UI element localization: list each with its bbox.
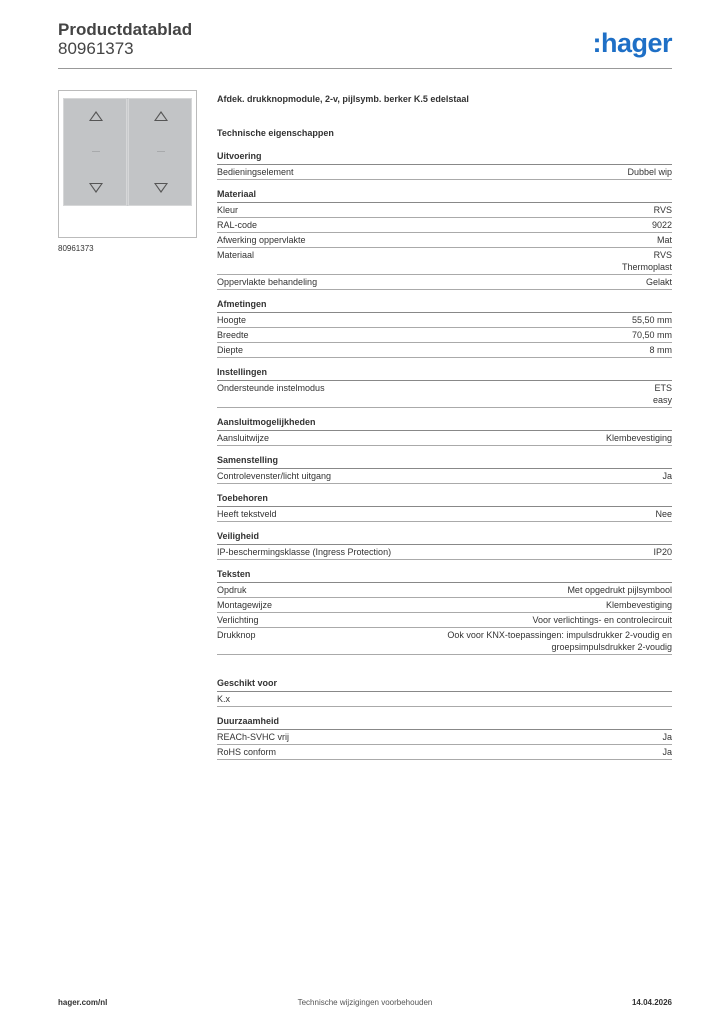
spec-label: Afwerking oppervlakte	[217, 235, 306, 245]
product-name: Afdek. drukknopmodule, 2-v, pijlsymb. berker K.5 edelstaal	[217, 94, 469, 104]
spec-sheet	[217, 94, 672, 760]
arrow-down-icon	[154, 183, 168, 193]
spec-row	[217, 248, 672, 275]
spec-row	[217, 507, 672, 522]
spec-label: RAL-code	[217, 220, 258, 230]
section-title: Veiligheid	[217, 531, 672, 545]
spec-label: K.x	[217, 694, 231, 704]
section-title: Aansluitmogelijkheden	[217, 417, 672, 431]
spec-row	[217, 628, 672, 655]
spec-value: RVS Thermoplast	[621, 250, 672, 272]
tech-heading: Technische eigenschappen	[217, 128, 334, 138]
spec-row	[217, 583, 672, 598]
section-title: Duurzaamheid	[217, 716, 672, 730]
spec-row	[217, 613, 672, 628]
spec-value: 55,50 mm	[631, 315, 672, 325]
spec-value: Klembevestiging	[605, 433, 672, 443]
spec-section	[217, 189, 672, 290]
spec-row	[217, 381, 672, 408]
spec-value: Ook voor KNX-toepassingen: impulsdrukker 2-voudig en groepsimpulsdrukker 2-voudig	[447, 630, 672, 652]
spec-section	[217, 151, 672, 180]
spec-value: Voor verlichtings- en controlecircuit	[532, 615, 672, 625]
spec-sections	[217, 151, 672, 760]
spec-value: Ja	[662, 471, 672, 481]
spec-label: Bedieningselement	[217, 167, 294, 177]
spec-section	[217, 531, 672, 560]
spec-section	[217, 417, 672, 446]
spec-label: IP-beschermingsklasse (Ingress Protection)	[217, 547, 392, 557]
arrow-up-icon	[154, 111, 168, 121]
led-indicator	[157, 151, 165, 152]
spec-section	[217, 455, 672, 484]
logo-text: hager	[600, 28, 672, 58]
page-header	[58, 20, 192, 58]
spec-value: Nee	[655, 509, 672, 519]
spec-value: 8 mm	[649, 345, 672, 355]
section-title: Teksten	[217, 569, 672, 583]
spec-label: Montagewijze	[217, 600, 273, 610]
spec-row	[217, 313, 672, 328]
spec-value: Ja	[662, 732, 672, 742]
led-indicator	[92, 151, 100, 152]
spec-row	[217, 233, 672, 248]
spec-label: Hoogte	[217, 315, 247, 325]
spec-value: IP20	[653, 547, 672, 557]
rocker-right	[128, 98, 192, 206]
product-image	[58, 90, 197, 238]
page-title: Productdatablad	[58, 20, 193, 39]
switch-plate	[63, 98, 192, 206]
spec-label: Diepte	[217, 345, 244, 355]
spec-row	[217, 203, 672, 218]
spec-value: RVS	[653, 205, 672, 215]
spec-row	[217, 730, 672, 745]
spec-label: REACh-SVHC vrij	[217, 732, 290, 742]
spec-value: Dubbel wip	[627, 167, 672, 177]
spec-label: Drukknop	[217, 630, 256, 640]
spec-section	[217, 367, 672, 408]
spec-value: 70,50 mm	[631, 330, 672, 340]
spec-row	[217, 328, 672, 343]
spec-row	[217, 745, 672, 760]
spec-value: Ja	[662, 747, 672, 757]
rocker-left	[63, 98, 127, 206]
spec-row	[217, 598, 672, 613]
spec-row	[217, 218, 672, 233]
spec-section	[217, 493, 672, 522]
spec-label: Ondersteunde instelmodus	[217, 383, 325, 393]
spec-label: Breedte	[217, 330, 249, 340]
spec-row	[217, 343, 672, 358]
section-title: Toebehoren	[217, 493, 672, 507]
section-title: Instellingen	[217, 367, 672, 381]
spec-value: Met opgedrukt pijlsymbool	[567, 585, 672, 595]
spec-label: Materiaal	[217, 250, 255, 260]
footer-date: 14.04.2026	[631, 998, 672, 1007]
spec-label: Oppervlakte behandeling	[217, 277, 318, 287]
spec-section	[217, 299, 672, 358]
spec-label: Verlichting	[217, 615, 259, 625]
footer-disclaimer: Technische wijzigingen voorbehouden	[297, 998, 433, 1007]
spec-value: Klembevestiging	[605, 600, 672, 610]
section-title: Uitvoering	[217, 151, 672, 165]
arrow-up-icon	[89, 111, 103, 121]
section-title: Geschikt voor	[217, 678, 672, 692]
spec-section	[217, 678, 672, 707]
section-title: Materiaal	[217, 189, 672, 203]
spec-label: Controlevenster/licht uitgang	[217, 471, 332, 481]
spec-label: Aansluitwijze	[217, 433, 270, 443]
spec-row	[217, 165, 672, 180]
spec-value: Gelakt	[645, 277, 672, 287]
hager-logo: :hager	[592, 28, 672, 58]
header-divider	[58, 68, 672, 69]
section-title: Samenstelling	[217, 455, 672, 469]
spec-value: ETS easy	[652, 383, 672, 405]
spec-section	[217, 569, 672, 655]
spec-value: Mat	[656, 235, 672, 245]
section-spacer	[217, 655, 672, 669]
footer-website: hager.com/nl	[58, 998, 108, 1007]
arrow-down-icon	[89, 183, 103, 193]
spec-label: Opdruk	[217, 585, 247, 595]
spec-section	[217, 716, 672, 760]
spec-label: Kleur	[217, 205, 239, 215]
spec-row	[217, 692, 672, 707]
spec-label: RoHS conform	[217, 747, 277, 757]
spec-row	[217, 275, 672, 290]
spec-label: Heeft tekstveld	[217, 509, 277, 519]
spec-value: 9022	[651, 220, 672, 230]
spec-row	[217, 545, 672, 560]
spec-row	[217, 431, 672, 446]
section-title: Afmetingen	[217, 299, 672, 313]
article-number: 80961373	[58, 39, 134, 58]
spec-row	[217, 469, 672, 484]
image-caption: 80961373	[58, 244, 94, 253]
